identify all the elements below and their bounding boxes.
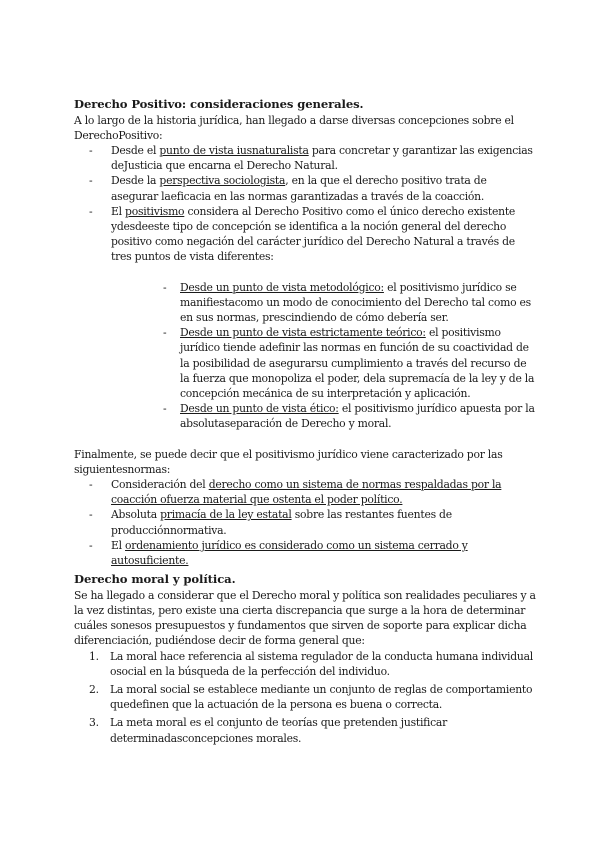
intro-paragraph: A lo largo de la historia jurídica, han llegado a darse diversas concepciones sobre el DerechoPositivo: — [74, 113, 514, 142]
numbered-item: 3. La meta moral es el conjunto de teorías que pretenden justificar determinadasconcepciones morales. — [89, 716, 447, 745]
list-item: - Desde el punto de vista iusnaturalista para concretar y garantizar las exigencias deJusticia que encarna el Derecho Natural. — [74, 143, 536, 173]
list-item: - Desde la perspectiva sociologista, en la que el derecho positivo trata de asegurar laeficacia en las normas garantizadas a través de la coacción. — [74, 173, 536, 203]
numbered-item: 2. La moral social se establece mediante un conjunto de reglas de comportamiento quedefinen que la actuación de la persona es buena o correcta. — [89, 682, 533, 712]
moral-numbered-list — [74, 649, 536, 746]
underlined-term: positivismo — [125, 204, 185, 218]
underlined-term: Desde un punto de vista ético: — [180, 402, 339, 416]
item-number: 1. — [89, 649, 99, 663]
concepciones-list — [74, 143, 536, 432]
document-page — [74, 97, 536, 749]
underlined-term: primacía de la ley estatal — [160, 508, 292, 522]
sub-list-item: - Desde un punto de vista metodológico: el positivismo jurídico se manifiestacomo un modo de conocimiento del Derecho tal como es en sus normas, prescindiendo de cómo debería ser. — [111, 280, 536, 326]
caracteristicas-list — [74, 477, 536, 568]
list-item: - Consideración del derecho como un sistema de normas respaldadas por la coacción ofuerza material que ostenta el poder político. — [74, 477, 536, 507]
numbered-item: 1. La moral hace referencia al sistema regulador de la conducta humana individual osocial en la búsqueda de la perfección del individuo. — [89, 649, 533, 678]
list-item: - El positivismo considera al Derecho Positivo como el único derecho existente ydesdeeste tipo de concepción se identifica a la noción general del derecho positivo como negación del carácter jurídico del Derecho Natural a través de tres puntos de vista diferentes: - Desde un punto de vista metodológico: el positivismo jurídico se manifiestacomo un modo de conocimiento del Derecho tal como es en sus normas, prescindiendo de cómo debería ser. - Desde un punto de vista estrictamente teórico: el positivismo jurídico tiende adefinir las normas en función de su coactividad de la posibilidad de asegurarsu cumplimiento a través del recurso de la fuerza que monopoliza el poder, dela supremacía de la ley y de la concepción mecánica de su interpretación y aplicación. - Desde un punto de vista ético: el positivismo jurídico apuesta por la absolutaseparación de Derecho y moral. — [74, 204, 536, 432]
underlined-term: Desde un punto de vista metodológico: — [180, 280, 384, 294]
section-title-derecho-positivo: Derecho Positivo: consideraciones generales. — [74, 97, 364, 111]
underlined-term: Desde un punto de vista estrictamente teórico: — [180, 326, 426, 340]
puntos-de-vista-list — [111, 280, 536, 432]
underlined-term: derecho como un sistema de normas respaldadas por la coacción ofuerza material que ostenta el poder político. — [111, 477, 502, 507]
conclusion-paragraph: Finalmente, se puede decir que el positivismo jurídico viene caracterizado por las siguientesnormas: — [74, 447, 503, 476]
underlined-term: perspectiva sociologista — [159, 174, 286, 188]
item-number: 3. — [89, 716, 99, 730]
sub-list-item: - Desde un punto de vista estrictamente teórico: el positivismo jurídico tiende adefinir las normas en función de su coactividad de la posibilidad de asegurarsu cumplimiento a través del recurso de la fuerza que monopoliza el poder, dela supremacía de la ley y de la concepción mecánica de su interpretación y aplicación. — [111, 325, 536, 401]
section-title-derecho-moral: Derecho moral y política. — [74, 572, 236, 587]
underlined-term: ordenamiento jurídico es considerado como un sistema cerrado y autosuficiente. — [111, 538, 468, 567]
list-item: - El ordenamiento jurídico es considerado como un sistema cerrado y autosuficiente. — [74, 538, 536, 568]
underlined-term: punto de vista iusnaturalista — [159, 143, 309, 157]
sub-list-item: - Desde un punto de vista ético: el positivismo jurídico apuesta por la absolutaseparación de Derecho y moral. — [111, 401, 536, 431]
moral-intro-paragraph: Se ha llegado a considerar que el Derecho moral y política son realidades peculiares y a la vez distintas, pero existe una cierta discrepancia que surge a la hora de determinar cuáles sonesos presupuestos y fundamentos que sirven de soporte para explicar dicha diferenciación, pudiéndose decir de forma general que: — [74, 588, 536, 648]
item-number: 2. — [89, 682, 99, 696]
list-item: - Absoluta primacía de la ley estatal sobre las restantes fuentes de producciónnormativa. — [74, 507, 536, 537]
